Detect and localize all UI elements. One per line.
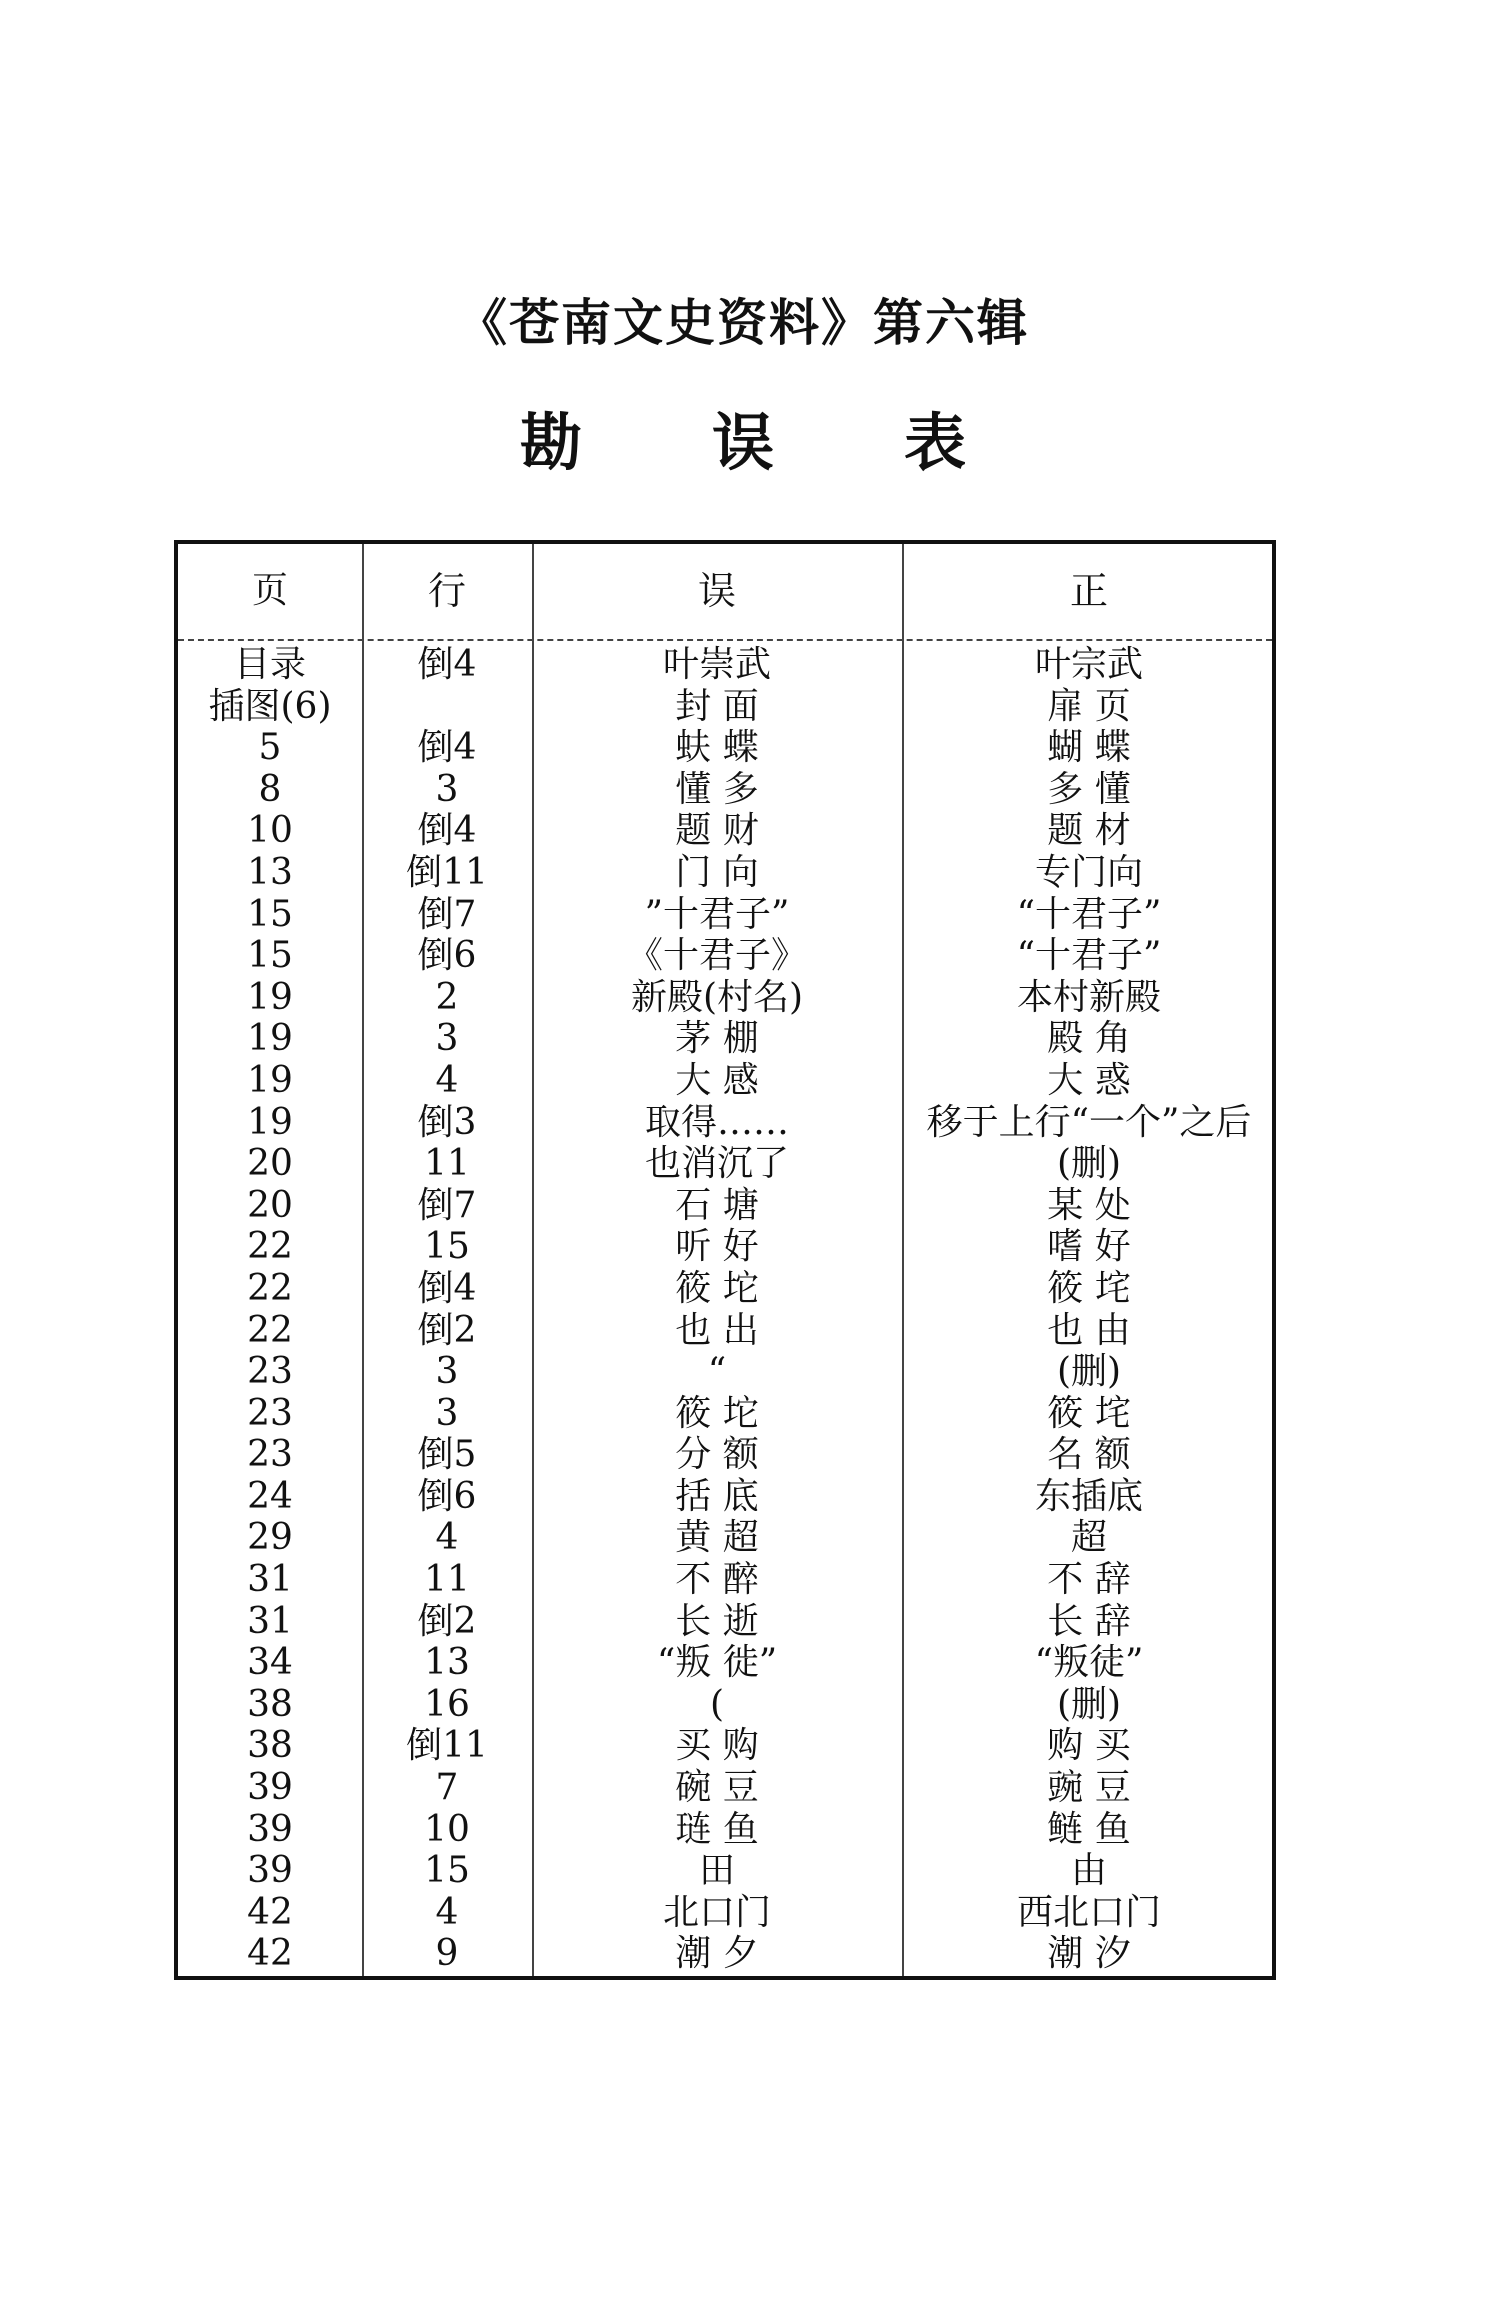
row-page: 29: [247, 1517, 293, 1559]
row-correct: 嗜 好: [1047, 1226, 1131, 1268]
row-error: 《十君子》: [626, 935, 807, 977]
row-page: 20: [247, 1143, 293, 1185]
table-row: [178, 1767, 1272, 1809]
row-page: 22: [247, 1267, 293, 1309]
row-line: 倒6: [417, 1475, 477, 1517]
row-line: 9: [435, 1933, 459, 1975]
header-correct: 正: [1069, 569, 1108, 613]
row-page: 34: [247, 1642, 293, 1684]
row-error: 琏 鱼: [675, 1808, 759, 1850]
row-line: 2: [435, 976, 459, 1018]
row-page: 20: [247, 1184, 293, 1226]
row-line: 3: [435, 1392, 459, 1434]
row-page: 10: [247, 810, 293, 852]
table-row: [178, 1725, 1272, 1767]
table-row: [178, 1393, 1272, 1435]
row-page: 19: [247, 1101, 293, 1143]
table-row: [178, 1601, 1272, 1643]
table-row: [178, 1102, 1272, 1144]
row-page: 39: [247, 1808, 293, 1850]
row-correct: (删): [1056, 1683, 1122, 1725]
row-line: 倒2: [417, 1600, 477, 1642]
row-correct: 名 额: [1047, 1434, 1131, 1476]
row-page: 15: [247, 935, 293, 977]
row-page: 8: [258, 768, 282, 810]
row-correct: 豌 豆: [1047, 1767, 1131, 1809]
row-error: 田: [698, 1850, 735, 1892]
table-row: [178, 1809, 1272, 1851]
row-error: 碗 豆: [675, 1767, 759, 1809]
table-row: [178, 1559, 1272, 1601]
row-page: 23: [247, 1434, 293, 1476]
row-line: 11: [424, 1559, 470, 1601]
table-row: [178, 769, 1272, 811]
table-row: [178, 1018, 1272, 1060]
row-correct: (删): [1056, 1143, 1122, 1185]
errata-table: [174, 540, 1276, 1980]
row-error: 懂 多: [675, 768, 759, 810]
row-error: 不 醉: [675, 1559, 759, 1601]
row-error: 买 购: [675, 1725, 759, 1767]
row-correct: (删): [1056, 1351, 1122, 1393]
row-page: 23: [247, 1392, 293, 1434]
row-correct: 也 由: [1047, 1309, 1131, 1351]
table-row: [178, 1143, 1272, 1185]
row-line: 16: [424, 1683, 470, 1725]
row-page: 23: [247, 1351, 293, 1393]
row-page: 42: [247, 1891, 293, 1933]
row-page: 42: [247, 1933, 293, 1975]
row-line: 倒3: [417, 1101, 477, 1143]
row-page: 19: [247, 976, 293, 1018]
row-page: 22: [247, 1309, 293, 1351]
row-correct: 筱 垞: [1047, 1392, 1131, 1434]
row-error: 长 逝: [675, 1600, 759, 1642]
row-error: 也消沉了: [644, 1143, 789, 1185]
row-correct: 题 材: [1047, 810, 1131, 852]
row-error: 也 出: [675, 1309, 759, 1351]
row-error: 筱 坨: [675, 1392, 759, 1434]
table-row: [178, 1060, 1272, 1102]
table-row: [178, 935, 1272, 977]
row-line: 倒7: [417, 1184, 477, 1226]
table-row: [178, 1268, 1272, 1310]
row-correct: 扉 页: [1047, 685, 1131, 727]
row-line: 倒4: [417, 644, 477, 685]
row-page: 24: [247, 1475, 293, 1517]
row-error: 叶崇武: [662, 644, 771, 685]
row-page: 13: [247, 851, 293, 893]
row-error: ”十君子”: [644, 893, 790, 935]
header-error: 误: [697, 569, 736, 613]
row-line: 倒4: [417, 810, 477, 852]
row-line: 10: [424, 1808, 470, 1850]
row-page: 22: [247, 1226, 293, 1268]
table-row: [178, 1517, 1272, 1559]
table-row: [178, 810, 1272, 852]
header-line: 行: [427, 569, 466, 613]
row-correct: 殿 角: [1047, 1018, 1131, 1060]
table-row: [178, 1434, 1272, 1476]
row-correct: 筱 垞: [1047, 1267, 1131, 1309]
row-correct: 本村新殿: [1016, 976, 1161, 1018]
row-line: 倒7: [417, 893, 477, 935]
table-header-row: [178, 544, 1272, 641]
row-correct: 鲢 鱼: [1047, 1808, 1131, 1850]
row-error: 听 好: [675, 1226, 759, 1268]
row-line: 3: [435, 1351, 459, 1393]
table-row: [178, 727, 1272, 769]
row-line: 7: [435, 1767, 459, 1809]
row-error: 石 塘: [675, 1184, 759, 1226]
row-page: 15: [247, 893, 293, 935]
row-error: 新殿(村名): [630, 976, 804, 1018]
row-error: 潮 夕: [675, 1933, 759, 1975]
table-row: [178, 977, 1272, 1019]
row-correct: 西北口门: [1016, 1891, 1161, 1933]
row-page: 38: [247, 1725, 293, 1767]
row-correct: 多 懂: [1047, 768, 1131, 810]
row-correct: 长 辞: [1047, 1600, 1131, 1642]
row-line: 13: [424, 1642, 470, 1684]
table-row: [178, 852, 1272, 894]
row-error: 筱 坨: [675, 1267, 759, 1309]
row-correct: 移于上行“一个”之后: [926, 1101, 1252, 1143]
table-row: [178, 686, 1272, 728]
row-page: 39: [247, 1850, 293, 1892]
row-line: 倒2: [417, 1309, 477, 1351]
table-row: [178, 894, 1272, 936]
table-row: [178, 644, 1272, 686]
row-line: 15: [424, 1226, 470, 1268]
row-correct: 大 惑: [1047, 1059, 1131, 1101]
row-page: 39: [247, 1767, 293, 1809]
row-page: 插图(6): [208, 685, 332, 727]
row-error: 黄 超: [675, 1517, 759, 1559]
row-error: 括 底: [675, 1475, 759, 1517]
row-error: 蚨 蝶: [675, 727, 759, 769]
row-line: [362, 686, 532, 728]
row-correct: “十君子”: [1016, 893, 1162, 935]
row-correct: 由: [1070, 1850, 1107, 1892]
row-line: 4: [435, 1059, 459, 1101]
row-error: 门 向: [675, 851, 759, 893]
row-line: 倒6: [417, 935, 477, 977]
row-correct: 东插底: [1034, 1475, 1143, 1517]
row-line: 4: [435, 1517, 459, 1559]
row-line: 3: [435, 768, 459, 810]
table-row: [178, 1185, 1272, 1227]
row-error: 茅 棚: [675, 1018, 759, 1060]
row-error: 分 额: [675, 1434, 759, 1476]
row-error: 取得……: [644, 1101, 789, 1143]
row-error: 北口门: [662, 1891, 771, 1933]
table-row: [178, 1892, 1272, 1934]
row-error: 封 面: [675, 685, 759, 727]
row-correct: 某 处: [1047, 1184, 1131, 1226]
table-row: [178, 1226, 1272, 1268]
row-correct: 潮 汐: [1047, 1933, 1131, 1975]
book-title: 《苍南文史资料》第六辑: [457, 293, 1029, 352]
row-page: 31: [247, 1559, 293, 1601]
table-row: [178, 1642, 1272, 1684]
row-page: 5: [258, 727, 282, 769]
row-line: 倒11: [406, 1725, 488, 1767]
row-correct: “十君子”: [1016, 935, 1162, 977]
row-error: 大 感: [675, 1059, 759, 1101]
row-page: 目录: [233, 644, 306, 685]
row-correct: 叶宗武: [1034, 644, 1143, 685]
row-correct: 超: [1070, 1517, 1107, 1559]
row-correct: 不 辞: [1047, 1559, 1131, 1601]
table-row: [178, 1684, 1272, 1726]
table-row: [178, 1850, 1272, 1892]
row-page: 19: [247, 1059, 293, 1101]
row-error: (: [709, 1683, 725, 1725]
table-row: [178, 1476, 1272, 1518]
row-correct: 专门向: [1034, 851, 1143, 893]
row-line: 倒5: [417, 1434, 477, 1476]
row-line: 11: [424, 1143, 470, 1185]
row-error: 题 财: [675, 810, 759, 852]
row-correct: 蝴 蝶: [1047, 727, 1131, 769]
row-line: 15: [424, 1850, 470, 1892]
row-correct: “叛徒”: [1034, 1642, 1144, 1684]
row-line: 3: [435, 1018, 459, 1060]
row-line: 倒4: [417, 1267, 477, 1309]
table-row: [178, 1351, 1272, 1393]
row-correct: 购 买: [1047, 1725, 1131, 1767]
row-page: 38: [247, 1683, 293, 1725]
row-error: “: [707, 1351, 727, 1393]
row-line: 倒11: [406, 851, 488, 893]
document-title: 勘误表: [519, 406, 1096, 479]
header-page: 页: [251, 570, 288, 611]
table-row: [178, 1933, 1272, 1975]
row-line: 倒4: [417, 727, 477, 769]
table-row: [178, 1310, 1272, 1352]
row-error: “叛 徙”: [656, 1642, 778, 1684]
row-page: 31: [247, 1600, 293, 1642]
table-body: [178, 644, 1272, 1975]
row-page: 19: [247, 1018, 293, 1060]
row-line: 4: [435, 1891, 459, 1933]
